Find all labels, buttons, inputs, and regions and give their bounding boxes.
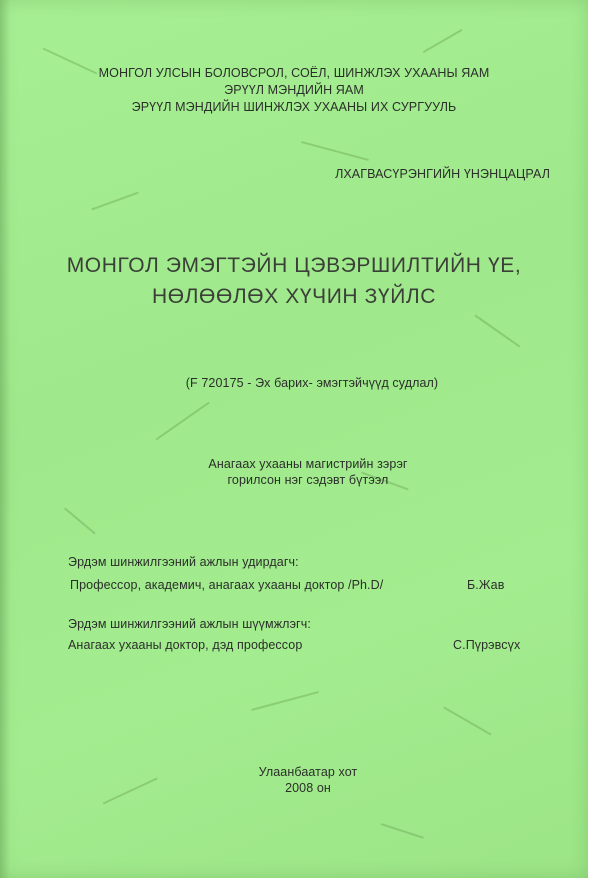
- paper-fiber: [155, 401, 209, 440]
- degree-line-1: Анагаах ухааны магистрийн зэрэг: [208, 457, 408, 471]
- reviewer-name: С.Пүрэвсүх: [453, 638, 521, 652]
- paper-fiber: [301, 141, 369, 161]
- university-line: ЭРҮҮЛ МЭНДИЙН ШИНЖЛЭХ УХААНЫ ИХ СУРГУУЛЬ: [131, 100, 457, 114]
- supervisor-title: Профессор, академич, анагаах ухааны доктор /Ph.D/: [70, 578, 384, 592]
- document-title-line-2: НӨЛӨӨЛӨХ ХҮЧИН ЗҮЙЛС: [151, 285, 437, 308]
- ministry-line-1: МОНГОЛ УЛСЫН БОЛОВСРОЛ, СОЁЛ, ШИНЖЛЭХ УХААНЫ ЯАМ: [98, 66, 490, 80]
- paper-fiber: [251, 691, 319, 711]
- supervisor-name: Б.Жав: [467, 578, 505, 592]
- document-title-line-1: МОНГОЛ ЭМЭГТЭЙН ЦЭВЭРШИЛТИЙН ҮЕ,: [66, 254, 522, 277]
- ministry-line-2: ЭРҮҮЛ МЭНДИЙН ЯАМ: [224, 83, 364, 97]
- paper-fiber: [423, 29, 463, 53]
- paper-fiber: [91, 191, 138, 210]
- paper-fiber: [64, 507, 96, 534]
- city: Улаанбаатар хот: [258, 765, 358, 779]
- degree-line-2: горилсон нэг сэдэвт бүтээл: [227, 473, 389, 487]
- year: 2008 он: [285, 781, 331, 795]
- supervisor-role: Эрдэм шинжилгээний ажлын удирдагч:: [68, 555, 299, 569]
- reviewer-title: Анагаах ухааны доктор, дэд профессор: [68, 638, 303, 652]
- specialty-code: (F 720175 - Эх барих- эмэгтэйчүүд судлал): [185, 376, 439, 390]
- reviewer-role: Эрдэм шинжилгээний ажлын шүүмжлэгч:: [68, 617, 311, 631]
- paper-fiber: [443, 706, 491, 735]
- paper-fiber: [381, 823, 424, 838]
- author-name: ЛХАГВАСҮРЭНГИЙН ҮНЭНЦАЦРАЛ: [335, 167, 550, 181]
- paper-fiber: [475, 314, 521, 347]
